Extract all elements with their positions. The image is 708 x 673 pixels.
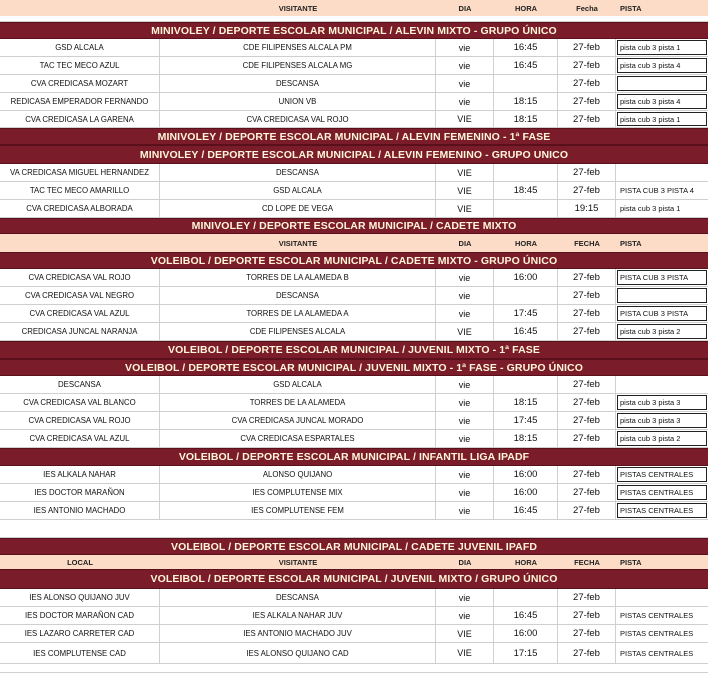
section-banner: VOLEIBOL / DEPORTE ESCOLAR MUNICIPAL / JUVENIL MIXTO / GRUPO ÚNICO <box>0 569 708 589</box>
cell-hora: 16:00 <box>494 466 558 483</box>
cell-pista: pista cub 3 pista 1 <box>616 111 708 127</box>
match-row <box>0 484 708 502</box>
cell-pista: pista cub 3 pista 1 <box>620 204 681 213</box>
section-banner: MINIVOLEY / DEPORTE ESCOLAR MUNICIPAL / ALEVIN MIXTO - GRUPO ÚNICO <box>0 22 708 39</box>
cell-hora <box>494 376 558 393</box>
cell-dia: vie <box>436 466 494 483</box>
cell-hora: 18:15 <box>494 430 558 447</box>
cell-local: CVA CREDICASA VAL AZUL <box>0 430 160 447</box>
cell-fecha: 27-feb <box>558 75 616 92</box>
cell-hora: 18:45 <box>494 182 558 199</box>
cell-dia: vie <box>436 269 494 286</box>
cell-hora: 16:00 <box>494 269 558 286</box>
cell-hora: 16:00 <box>494 484 558 501</box>
cell-local: CVA CREDICASA VAL NEGRO <box>0 287 160 304</box>
cell-visit: CVA CREDICASA VAL ROJO <box>160 111 436 127</box>
column-header-row <box>0 234 708 252</box>
cell-pista: PISTA CUB 3 PISTA 4 <box>620 186 694 195</box>
column-header-pista: PISTA <box>620 557 642 567</box>
match-row <box>0 412 708 430</box>
cell-visit: GSD ALCALA <box>160 376 436 393</box>
cell-dia: vie <box>436 394 494 411</box>
match-row <box>0 466 708 484</box>
cell-hora: 16:45 <box>494 39 558 56</box>
cell-local: IES ANTONIO MACHADO <box>0 502 160 519</box>
cell-visit: CDE FILIPENSES ALCALA MG <box>160 57 436 74</box>
cell-visit: CD LOPE DE VEGA <box>160 200 436 217</box>
section-banner: MINIVOLEY / DEPORTE ESCOLAR MUNICIPAL / ALEVIN FEMENINO - GRUPO UNICO <box>0 145 708 164</box>
column-header-visitante: VISITANTE <box>278 557 318 567</box>
column-header-fecha: FECHA <box>574 557 600 567</box>
cell-visit: TORRES DE LA ALAMEDA A <box>160 305 436 322</box>
cell-dia: VIE <box>436 323 494 340</box>
cell-visit: IES COMPLUTENSE MIX <box>160 484 436 501</box>
match-row <box>0 430 708 448</box>
cell-dia: vie <box>436 39 494 56</box>
section-banner: MINIVOLEY / DEPORTE ESCOLAR MUNICIPAL / CADETE MIXTO <box>0 218 708 234</box>
cell-pista: PISTAS CENTRALES <box>616 484 708 501</box>
cell-fecha: 27-feb <box>558 93 616 110</box>
cell-fecha: 27-feb <box>558 466 616 483</box>
match-row <box>0 607 708 625</box>
cell-visit: DESCANSA <box>160 75 436 92</box>
cell-visit: IES ALKALA NAHAR JUV <box>160 607 436 624</box>
cell-local: VA CREDICASA MIGUEL HERNANDEZ <box>0 164 160 181</box>
cell-dia: vie <box>436 589 494 606</box>
match-row <box>0 287 708 305</box>
cell-local: IES ALONSO QUIJANO JUV <box>0 589 160 606</box>
cell-hora <box>494 75 558 92</box>
cell-visit: GSD ALCALA <box>160 182 436 199</box>
cell-local: IES DOCTOR MARAÑON <box>0 484 160 501</box>
cell-fecha: 27-feb <box>558 323 616 340</box>
cell-dia: vie <box>436 607 494 624</box>
cell-fecha: 27-feb <box>558 502 616 519</box>
cell-pista: PISTAS CENTRALES <box>616 502 708 519</box>
cell-fecha: 27-feb <box>558 607 616 624</box>
match-row <box>0 323 708 341</box>
cell-local: REDICASA EMPERADOR FERNANDO <box>0 93 160 110</box>
cell-local: IES ALKALA NAHAR <box>0 466 160 483</box>
column-header-fecha: FECHA <box>574 238 600 248</box>
cell-dia: vie <box>436 484 494 501</box>
cell-pista: PISTAS CENTRALES <box>620 648 694 658</box>
cell-visit: DESCANSA <box>160 589 436 606</box>
cell-dia: vie <box>436 376 494 393</box>
section-banner: VOLEIBOL / DEPORTE ESCOLAR MUNICIPAL / CADETE JUVENIL IPAFD <box>0 538 708 555</box>
column-header-row <box>0 555 708 569</box>
cell-fecha: 27-feb <box>558 111 616 127</box>
cell-hora: 18:15 <box>494 111 558 127</box>
section-banner: MINIVOLEY / DEPORTE ESCOLAR MUNICIPAL / ALEVIN FEMENINO - 1ª FASE <box>0 128 708 145</box>
cell-dia: vie <box>436 287 494 304</box>
cell-fecha: 27-feb <box>558 394 616 411</box>
cell-fecha: 27-feb <box>558 430 616 447</box>
cell-pista: PISTAS CENTRALES <box>616 466 708 483</box>
cell-hora: 16:45 <box>494 502 558 519</box>
cell-pista <box>616 164 708 181</box>
column-header-pista: PISTA <box>620 3 642 13</box>
cell-local: CVA CREDICASA VAL AZUL <box>0 305 160 322</box>
match-row <box>0 111 708 128</box>
cell-local: CVA CREDICASA ALBORADA <box>0 200 160 217</box>
column-header-fecha: Fecha <box>576 3 598 13</box>
cell-local: TAC TEC MECO AMARILLO <box>0 182 160 199</box>
match-row <box>0 57 708 75</box>
cell-visit: DESCANSA <box>160 164 436 181</box>
blank-row <box>0 520 708 538</box>
match-row <box>0 182 708 200</box>
cell-dia: VIE <box>436 200 494 217</box>
cell-dia: vie <box>436 412 494 429</box>
cell-dia: vie <box>436 93 494 110</box>
column-header-visitante: VISITANTE <box>278 3 318 13</box>
section-banner: VOLEIBOL / DEPORTE ESCOLAR MUNICIPAL / INFANTIL LIGA IPADF <box>0 448 708 466</box>
cell-dia: vie <box>436 502 494 519</box>
cell-visit: ALONSO QUIJANO <box>160 466 436 483</box>
cell-local: GSD ALCALA <box>0 39 160 56</box>
cell-local: DESCANSA <box>0 376 160 393</box>
cell-hora <box>494 589 558 606</box>
section-banner: VOLEIBOL / DEPORTE ESCOLAR MUNICIPAL / JUVENIL MIXTO - 1ª FASE <box>0 341 708 359</box>
section-banner: VOLEIBOL / DEPORTE ESCOLAR MUNICIPAL / JUVENIL MIXTO - 1ª FASE - GRUPO ÚNICO <box>0 359 708 376</box>
cell-visit: DESCANSA <box>160 287 436 304</box>
column-header-hora: HORA <box>514 3 538 13</box>
column-header-dia: DIA <box>458 557 472 567</box>
match-row <box>0 75 708 93</box>
cell-fecha: 27-feb <box>558 589 616 606</box>
match-row <box>0 93 708 111</box>
cell-hora: 16:45 <box>494 607 558 624</box>
cell-local: CREDICASA JUNCAL NARANJA <box>0 323 160 340</box>
cell-dia: VIE <box>436 182 494 199</box>
cell-fecha: 27-feb <box>558 39 616 56</box>
cell-fecha: 27-feb <box>558 287 616 304</box>
column-header-local: LOCAL <box>67 557 93 567</box>
match-row <box>0 376 708 394</box>
cell-fecha: 27-feb <box>558 412 616 429</box>
cell-pista: pista cub 3 pista 2 <box>616 323 708 340</box>
cell-pista: pista cub 3 pista 1 <box>616 39 708 56</box>
match-row <box>0 164 708 182</box>
column-header-row <box>0 0 708 16</box>
cell-visit: IES ANTONIO MACHADO JUV <box>160 625 436 642</box>
cell-fecha: 27-feb <box>558 57 616 74</box>
cell-fecha: 27-feb <box>558 305 616 322</box>
blank-row <box>0 664 708 673</box>
cell-hora: 18:15 <box>494 394 558 411</box>
match-row <box>0 39 708 57</box>
cell-dia: vie <box>436 75 494 92</box>
match-row <box>0 269 708 287</box>
match-row <box>0 305 708 323</box>
cell-hora <box>494 164 558 181</box>
cell-pista: PISTA CUB 3 PISTA <box>616 269 708 286</box>
match-row <box>0 625 708 643</box>
cell-pista <box>616 376 708 393</box>
match-row <box>0 502 708 520</box>
cell-fecha: 27-feb <box>558 484 616 501</box>
cell-local: CVA CREDICASA VAL ROJO <box>0 412 160 429</box>
column-header-dia: DIA <box>458 238 472 248</box>
cell-fecha: 27-feb <box>558 182 616 199</box>
cell-visit: CDE FILIPENSES ALCALA <box>160 323 436 340</box>
cell-hora <box>494 200 558 217</box>
cell-local: CVA CREDICASA VAL ROJO <box>0 269 160 286</box>
match-row <box>0 643 708 664</box>
cell-visit: IES ALONSO QUIJANO CAD <box>160 643 436 663</box>
cell-pista: pista cub 3 pista 2 <box>616 430 708 447</box>
cell-pista: pista cub 3 pista 4 <box>616 93 708 110</box>
column-header-dia: DIA <box>458 3 472 13</box>
cell-hora: 16:00 <box>494 625 558 642</box>
cell-local: CVA CREDICASA VAL BLANCO <box>0 394 160 411</box>
cell-visit: CVA CREDICASA ESPARTALES <box>160 430 436 447</box>
cell-local: IES COMPLUTENSE CAD <box>0 643 160 663</box>
cell-hora: 17:45 <box>494 412 558 429</box>
cell-hora: 18:15 <box>494 93 558 110</box>
cell-visit: TORRES DE LA ALAMEDA <box>160 394 436 411</box>
cell-fecha: 27-feb <box>558 643 616 663</box>
cell-fecha: 27-feb <box>558 164 616 181</box>
cell-visit: IES COMPLUTENSE FEM <box>160 502 436 519</box>
cell-local: CVA CREDICASA MOZART <box>0 75 160 92</box>
column-header-hora: HORA <box>514 557 538 567</box>
cell-local: IES DOCTOR MARAÑON CAD <box>0 607 160 624</box>
cell-visit: CVA CREDICASA JUNCAL MORADO <box>160 412 436 429</box>
cell-dia: VIE <box>436 111 494 127</box>
cell-hora: 17:15 <box>494 643 558 663</box>
section-banner: VOLEIBOL / DEPORTE ESCOLAR MUNICIPAL / CADETE MIXTO - GRUPO ÚNICO <box>0 252 708 269</box>
cell-pista: PISTA CUB 3 PISTA <box>616 305 708 322</box>
cell-local: TAC TEC MECO AZUL <box>0 57 160 74</box>
cell-pista <box>616 287 708 304</box>
cell-local: CVA CREDICASA LA GARENA <box>0 111 160 127</box>
match-row <box>0 394 708 412</box>
column-header-pista: PISTA <box>620 238 642 248</box>
cell-hora: 16:45 <box>494 57 558 74</box>
cell-visit: TORRES DE LA ALAMEDA B <box>160 269 436 286</box>
match-row <box>0 200 708 218</box>
cell-dia: VIE <box>436 643 494 663</box>
cell-visit: UNION VB <box>160 93 436 110</box>
cell-fecha: 19:15 <box>558 200 616 217</box>
cell-fecha: 27-feb <box>558 625 616 642</box>
cell-pista: PISTAS CENTRALES <box>620 629 694 638</box>
cell-hora: 16:45 <box>494 323 558 340</box>
cell-fecha: 27-feb <box>558 376 616 393</box>
cell-hora <box>494 287 558 304</box>
cell-dia: vie <box>436 430 494 447</box>
cell-pista: pista cub 3 pista 3 <box>616 394 708 411</box>
cell-dia: vie <box>436 57 494 74</box>
cell-local: IES LAZARO CARRETER CAD <box>0 625 160 642</box>
cell-pista: pista cub 3 pista 3 <box>616 412 708 429</box>
cell-pista <box>616 75 708 92</box>
cell-pista: PISTAS CENTRALES <box>620 611 694 620</box>
match-row <box>0 589 708 607</box>
column-header-visitante: VISITANTE <box>278 238 318 248</box>
cell-hora: 17:45 <box>494 305 558 322</box>
column-header-hora: HORA <box>514 238 538 248</box>
cell-pista <box>616 589 708 606</box>
cell-fecha: 27-feb <box>558 269 616 286</box>
cell-dia: vie <box>436 305 494 322</box>
cell-visit: CDE FILIPENSES ALCALA PM <box>160 39 436 56</box>
cell-dia: VIE <box>436 164 494 181</box>
cell-dia: VIE <box>436 625 494 642</box>
cell-pista: pista cub 3 pista 4 <box>616 57 708 74</box>
